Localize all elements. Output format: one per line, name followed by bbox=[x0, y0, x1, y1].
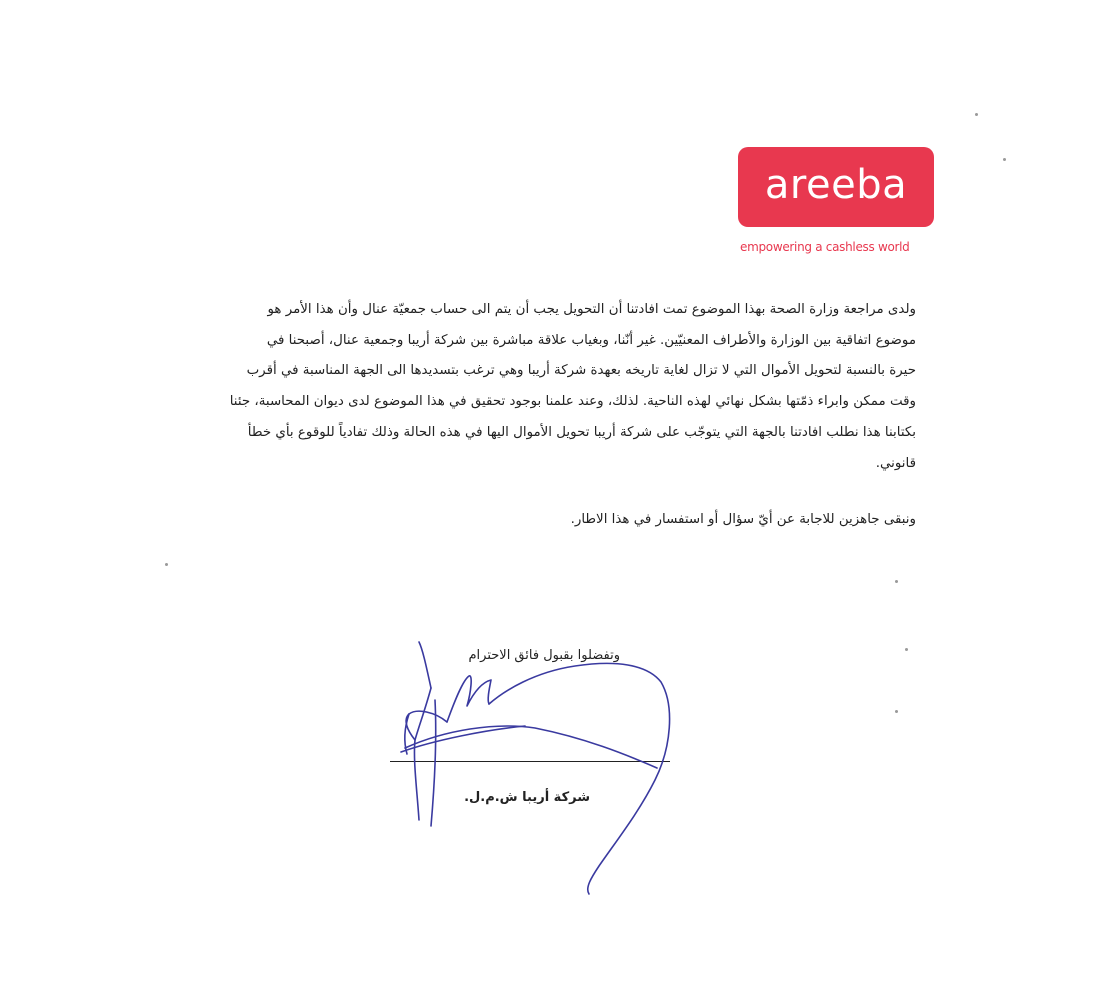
areeba-logo bbox=[738, 147, 934, 227]
logo-tagline: empowering a cashless world bbox=[740, 240, 910, 254]
scan-speck bbox=[975, 113, 978, 116]
regards-line: وتفضلوا بقبول فائق الاحترام bbox=[468, 648, 620, 663]
company-name: شركة أريبا ش.م.ل. bbox=[464, 790, 590, 805]
handwritten-signature bbox=[385, 630, 685, 910]
body-line: ولدى مراجعة وزارة الصحة بهذا الموضوع تمت افادتنا أن التحويل يجب أن يتم الى حساب جمعيّة عنال وأن هذا الأمر هو bbox=[267, 302, 916, 317]
body-line: وقت ممكن وابراء ذمّتها بشكل نهائي لهذه الناحية. لذلك، وعند علمنا بوجود تحقيق في هذا الموضوع لدى ديوان المحاسبة، جئنا bbox=[229, 394, 916, 410]
body-line: حيرة بالنسبة لتحويل الأموال التي لا تزال لغاية تاريخه بعهدة شركة أريبا وهي ترغب بتسديدها الى الجهة المناسبة في أقرب bbox=[246, 363, 916, 379]
scan-speck bbox=[905, 648, 908, 651]
logo-text: areeba bbox=[764, 162, 908, 208]
scan-speck bbox=[895, 580, 898, 583]
scan-speck bbox=[1003, 158, 1006, 161]
body-line: موضوع اتفاقية بين الوزارة والأطراف المعنيّين. غير أنّنا، وبغياب علاقة مباشرة بين شركة أريبا وجمعية عنال، أصبحنا في bbox=[266, 332, 916, 348]
body-line: قانوني. bbox=[875, 455, 916, 471]
closing-sentence: ونبقى جاهزين للاجابة عن أيّ سؤال أو استفسار في هذا الاطار. bbox=[570, 512, 916, 527]
scan-speck bbox=[165, 563, 168, 566]
letter-body bbox=[158, 295, 916, 479]
body-line: بكتابنا هذا نطلب افادتنا بالجهة التي يتوجّب على شركة أريبا تحويل الأموال اليها في هذه الحالة وذلك تفادياً للوقوع بأي خطأ bbox=[247, 424, 916, 440]
scan-speck bbox=[895, 710, 898, 713]
